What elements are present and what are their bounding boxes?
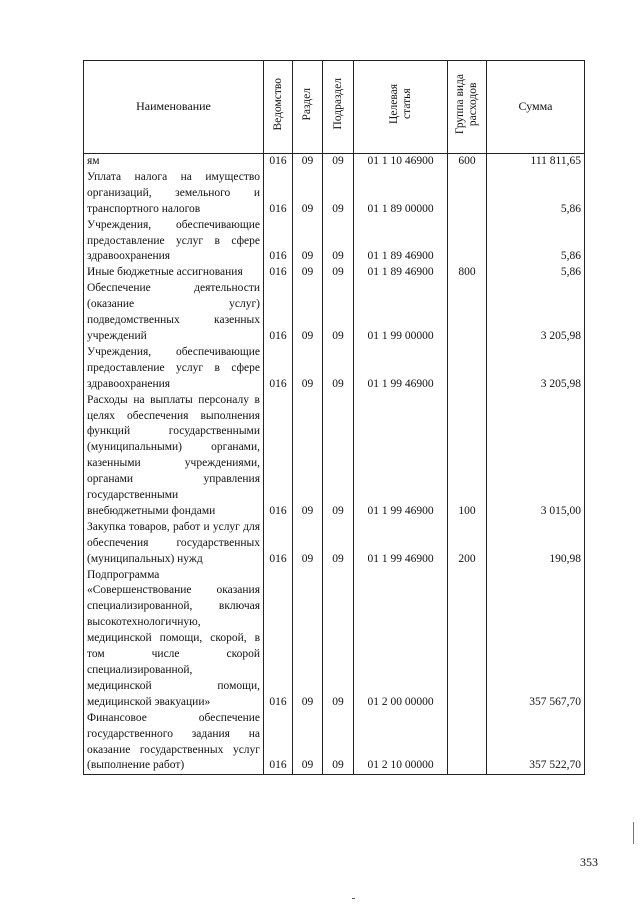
row-summa: 357 567,70 — [487, 568, 585, 711]
row-gruppa: 200 — [448, 520, 487, 568]
row-razdel: 09 — [293, 281, 323, 345]
row-name: Подпрограмма «Совершенствование оказания специализированной, включая высокотехнологичную, медицинской помощи, скорой, в том числе скорой специализированной, медицинской помощи, медицинской эвакуации» — [84, 568, 264, 711]
row-statya: 01 2 10 00000 — [354, 711, 448, 775]
row-vedomstvo: 016 — [264, 393, 293, 520]
row-vedomstvo: 016 — [264, 154, 293, 170]
page-number: 353 — [580, 855, 598, 869]
row-gruppa — [448, 170, 487, 218]
table-row — [84, 281, 585, 345]
row-podrazdel: 09 — [323, 281, 354, 345]
row-vedomstvo: 016 — [264, 281, 293, 345]
header-vedomstvo: Ведомство — [264, 61, 293, 154]
row-summa: 5,86 — [487, 170, 585, 218]
row-gruppa — [448, 711, 487, 775]
row-gruppa — [448, 218, 487, 266]
row-razdel: 09 — [293, 218, 323, 266]
row-vedomstvo: 016 — [264, 170, 293, 218]
scan-artifact-dot — [352, 898, 355, 899]
row-name: Обеспечение деятельности (оказание услуг) подведомственных казенных учреждений — [84, 281, 264, 345]
row-podrazdel: 09 — [323, 393, 354, 520]
row-razdel: 09 — [293, 393, 323, 520]
row-name: Учреждения, обеспечивающие предоставление услуг в сфере здравоохранения — [84, 345, 264, 393]
row-summa: 3 015,00 — [487, 393, 585, 520]
row-name: ям — [84, 154, 264, 170]
table-row — [84, 170, 585, 218]
row-summa: 190,98 — [487, 520, 585, 568]
row-razdel: 09 — [293, 711, 323, 775]
row-podrazdel: 09 — [323, 345, 354, 393]
row-statya: 01 1 99 46900 — [354, 345, 448, 393]
row-summa: 5,86 — [487, 218, 585, 266]
row-razdel: 09 — [293, 520, 323, 568]
row-razdel: 09 — [293, 170, 323, 218]
table-row — [84, 568, 585, 711]
header-summa: Сумма — [487, 61, 585, 154]
table-row — [84, 393, 585, 520]
row-summa: 3 205,98 — [487, 345, 585, 393]
row-vedomstvo: 016 — [264, 711, 293, 775]
row-gruppa — [448, 345, 487, 393]
row-podrazdel: 09 — [323, 568, 354, 711]
row-name: Учреждения, обеспечивающие предоставление услуг в сфере здравоохранения — [84, 218, 264, 266]
table-row — [84, 711, 585, 775]
row-razdel: 09 — [293, 265, 323, 281]
row-name: Иные бюджетные ассигнования — [84, 265, 264, 281]
table-row — [84, 345, 585, 393]
row-razdel: 09 — [293, 345, 323, 393]
row-statya: 01 1 89 46900 — [354, 265, 448, 281]
row-statya: 01 1 99 46900 — [354, 393, 448, 520]
header-gruppa: Группа вида расходов — [448, 61, 487, 154]
row-podrazdel: 09 — [323, 154, 354, 170]
row-name: Уплата налога на имущество организаций, земельного и транспортного налогов — [84, 170, 264, 218]
row-gruppa — [448, 568, 487, 711]
row-podrazdel: 09 — [323, 520, 354, 568]
row-podrazdel: 09 — [323, 218, 354, 266]
row-summa: 111 811,65 — [487, 154, 585, 170]
row-gruppa: 800 — [448, 265, 487, 281]
row-razdel: 09 — [293, 154, 323, 170]
row-name: Финансовое обеспечение государственного задания на оказание государственных услуг (выполнение работ) — [84, 711, 264, 775]
table-row — [84, 520, 585, 568]
header-name: Наименование — [84, 61, 264, 154]
header-podrazdel: Подраздел — [323, 61, 354, 154]
row-statya: 01 1 99 46900 — [354, 520, 448, 568]
row-razdel: 09 — [293, 568, 323, 711]
scan-artifact-edge — [633, 822, 634, 844]
row-vedomstvo: 016 — [264, 218, 293, 266]
row-vedomstvo: 016 — [264, 265, 293, 281]
row-summa: 357 522,70 — [487, 711, 585, 775]
table-header-row — [84, 61, 585, 154]
row-podrazdel: 09 — [323, 265, 354, 281]
row-name: Расходы на выплаты персоналу в целях обеспечения выполнения функций государственными (муниципальными) органами, казенными учреждениями, органами управления государственными внебюджетными фондами — [84, 393, 264, 520]
table-row — [84, 265, 585, 281]
row-statya: 01 1 89 00000 — [354, 170, 448, 218]
table-row — [84, 154, 585, 170]
row-statya: 01 2 00 00000 — [354, 568, 448, 711]
row-gruppa — [448, 281, 487, 345]
row-podrazdel: 09 — [323, 711, 354, 775]
row-summa: 3 205,98 — [487, 281, 585, 345]
row-name: Закупка товаров, работ и услуг для обеспечения государственных (муниципальных) нужд — [84, 520, 264, 568]
budget-table — [83, 60, 585, 775]
header-statya: Целевая статья — [354, 61, 448, 154]
row-statya: 01 1 10 46900 — [354, 154, 448, 170]
row-vedomstvo: 016 — [264, 568, 293, 711]
row-statya: 01 1 99 00000 — [354, 281, 448, 345]
table-row — [84, 218, 585, 266]
row-gruppa: 100 — [448, 393, 487, 520]
row-podrazdel: 09 — [323, 170, 354, 218]
header-razdel: Раздел — [293, 61, 323, 154]
row-summa: 5,86 — [487, 265, 585, 281]
row-vedomstvo: 016 — [264, 520, 293, 568]
row-gruppa: 600 — [448, 154, 487, 170]
row-statya: 01 1 89 46900 — [354, 218, 448, 266]
row-vedomstvo: 016 — [264, 345, 293, 393]
